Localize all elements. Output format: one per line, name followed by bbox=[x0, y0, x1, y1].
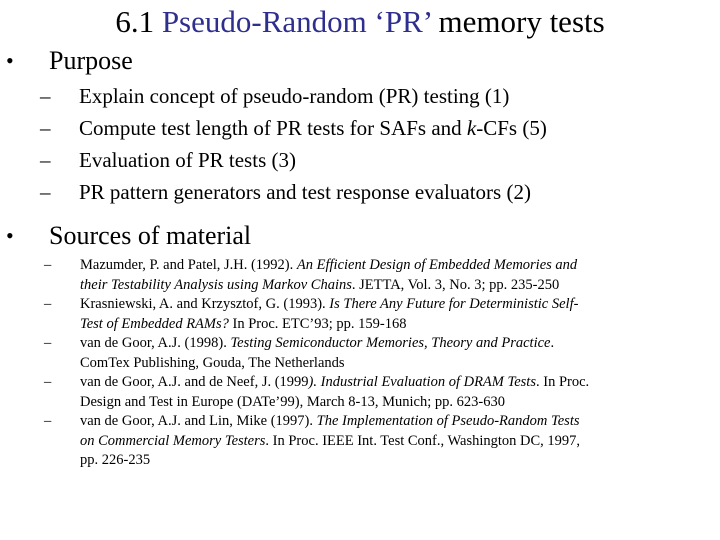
purpose-item-text-post: -CFs (5) bbox=[476, 116, 547, 140]
ref-venue: . In Proc. IEEE Int. Test Conf., Washington DC, 1997, bbox=[265, 432, 581, 449]
ref-authors: Krasniewski, A. and Krzysztof, G. (1993). bbox=[80, 296, 330, 312]
ref-punct: . In Proc. bbox=[535, 374, 590, 390]
ref-title-cont: their Testability Analysis using Markov Chains bbox=[80, 276, 352, 293]
reference-text bbox=[80, 256, 714, 295]
ref-title: Testing Semiconductor Memories, Theory and Practice bbox=[230, 335, 551, 351]
ref-authors: van de Goor, A.J. (1998). bbox=[80, 335, 231, 351]
ref-title-cont: Test of Embedded RAMs? bbox=[80, 315, 229, 332]
reference-item bbox=[0, 256, 720, 295]
dash-icon: – bbox=[44, 257, 52, 273]
purpose-item bbox=[0, 80, 720, 112]
dash-icon: – bbox=[40, 180, 51, 204]
purpose-item-text: Explain concept of pseudo-random (PR) testing (1) bbox=[79, 84, 510, 108]
purpose-item-text: Evaluation of PR tests (3) bbox=[79, 148, 296, 172]
dash-icon: – bbox=[40, 84, 51, 108]
purpose-list bbox=[0, 80, 720, 208]
dash-icon: – bbox=[44, 335, 52, 351]
purpose-item-text-italic: k bbox=[466, 116, 477, 140]
purpose-item-text-pre: Compute test length of PR tests for SAFs and bbox=[79, 116, 467, 140]
sources-heading: Sources of material bbox=[49, 221, 252, 250]
reference-text bbox=[80, 412, 714, 471]
purpose-item bbox=[0, 112, 720, 144]
ref-authors: van de Goor, A.J. and de Neef, J. (1999 bbox=[80, 374, 309, 390]
dash-icon: – bbox=[40, 116, 51, 140]
reference-item bbox=[0, 295, 720, 334]
purpose-item bbox=[0, 144, 720, 176]
ref-title: The Implementation of Pseudo-Random Tests bbox=[316, 413, 580, 429]
slide-title bbox=[0, 2, 720, 42]
dash-icon: – bbox=[44, 296, 52, 312]
reference-list bbox=[0, 256, 720, 470]
ref-pages: pp. 226-235 bbox=[80, 452, 151, 468]
bullet-icon: • bbox=[6, 223, 14, 248]
ref-punct: . bbox=[550, 335, 555, 351]
ref-venue: . JETTA, Vol. 3, No. 3; pp. 235-250 bbox=[351, 276, 560, 293]
ref-title: An Efficient Design of Embedded Memories and bbox=[296, 257, 578, 273]
reference-text bbox=[80, 334, 714, 373]
purpose-item-text bbox=[79, 112, 547, 144]
title-number: 6.1 bbox=[115, 4, 155, 39]
ref-venue: In Proc. ETC’93; pp. 159-168 bbox=[228, 315, 407, 332]
reference-item bbox=[0, 373, 720, 412]
purpose-item-text: PR pattern generators and test response evaluators (2) bbox=[79, 180, 531, 204]
ref-title: ). Industrial Evaluation of DRAM Tests bbox=[308, 374, 536, 390]
purpose-heading: Purpose bbox=[49, 46, 133, 75]
ref-authors: Mazumder, P. and Patel, J.H. (1992). bbox=[80, 257, 297, 273]
title-rest: memory tests bbox=[438, 4, 605, 39]
ref-title-cont: on Commercial Memory Testers bbox=[80, 432, 266, 449]
bullet-icon: • bbox=[6, 48, 14, 73]
ref-venue: Design and Test in Europe (DATe’99), March 8-13, Munich; pp. 623-630 bbox=[80, 393, 505, 410]
reference-text bbox=[80, 373, 714, 412]
reference-item bbox=[0, 412, 720, 470]
dash-icon: – bbox=[44, 413, 52, 429]
ref-venue: ComTex Publishing, Gouda, The Netherlands bbox=[80, 354, 345, 371]
title-accent: Pseudo-Random ‘PR’ bbox=[161, 4, 431, 39]
ref-title: Is There Any Future for Deterministic Self- bbox=[329, 296, 579, 312]
dash-icon: – bbox=[44, 374, 52, 390]
reference-item bbox=[0, 334, 720, 373]
purpose-item bbox=[0, 176, 720, 208]
reference-text bbox=[80, 295, 714, 334]
ref-authors: van de Goor, A.J. and Lin, Mike (1997). bbox=[80, 413, 317, 429]
dash-icon: – bbox=[40, 148, 51, 172]
